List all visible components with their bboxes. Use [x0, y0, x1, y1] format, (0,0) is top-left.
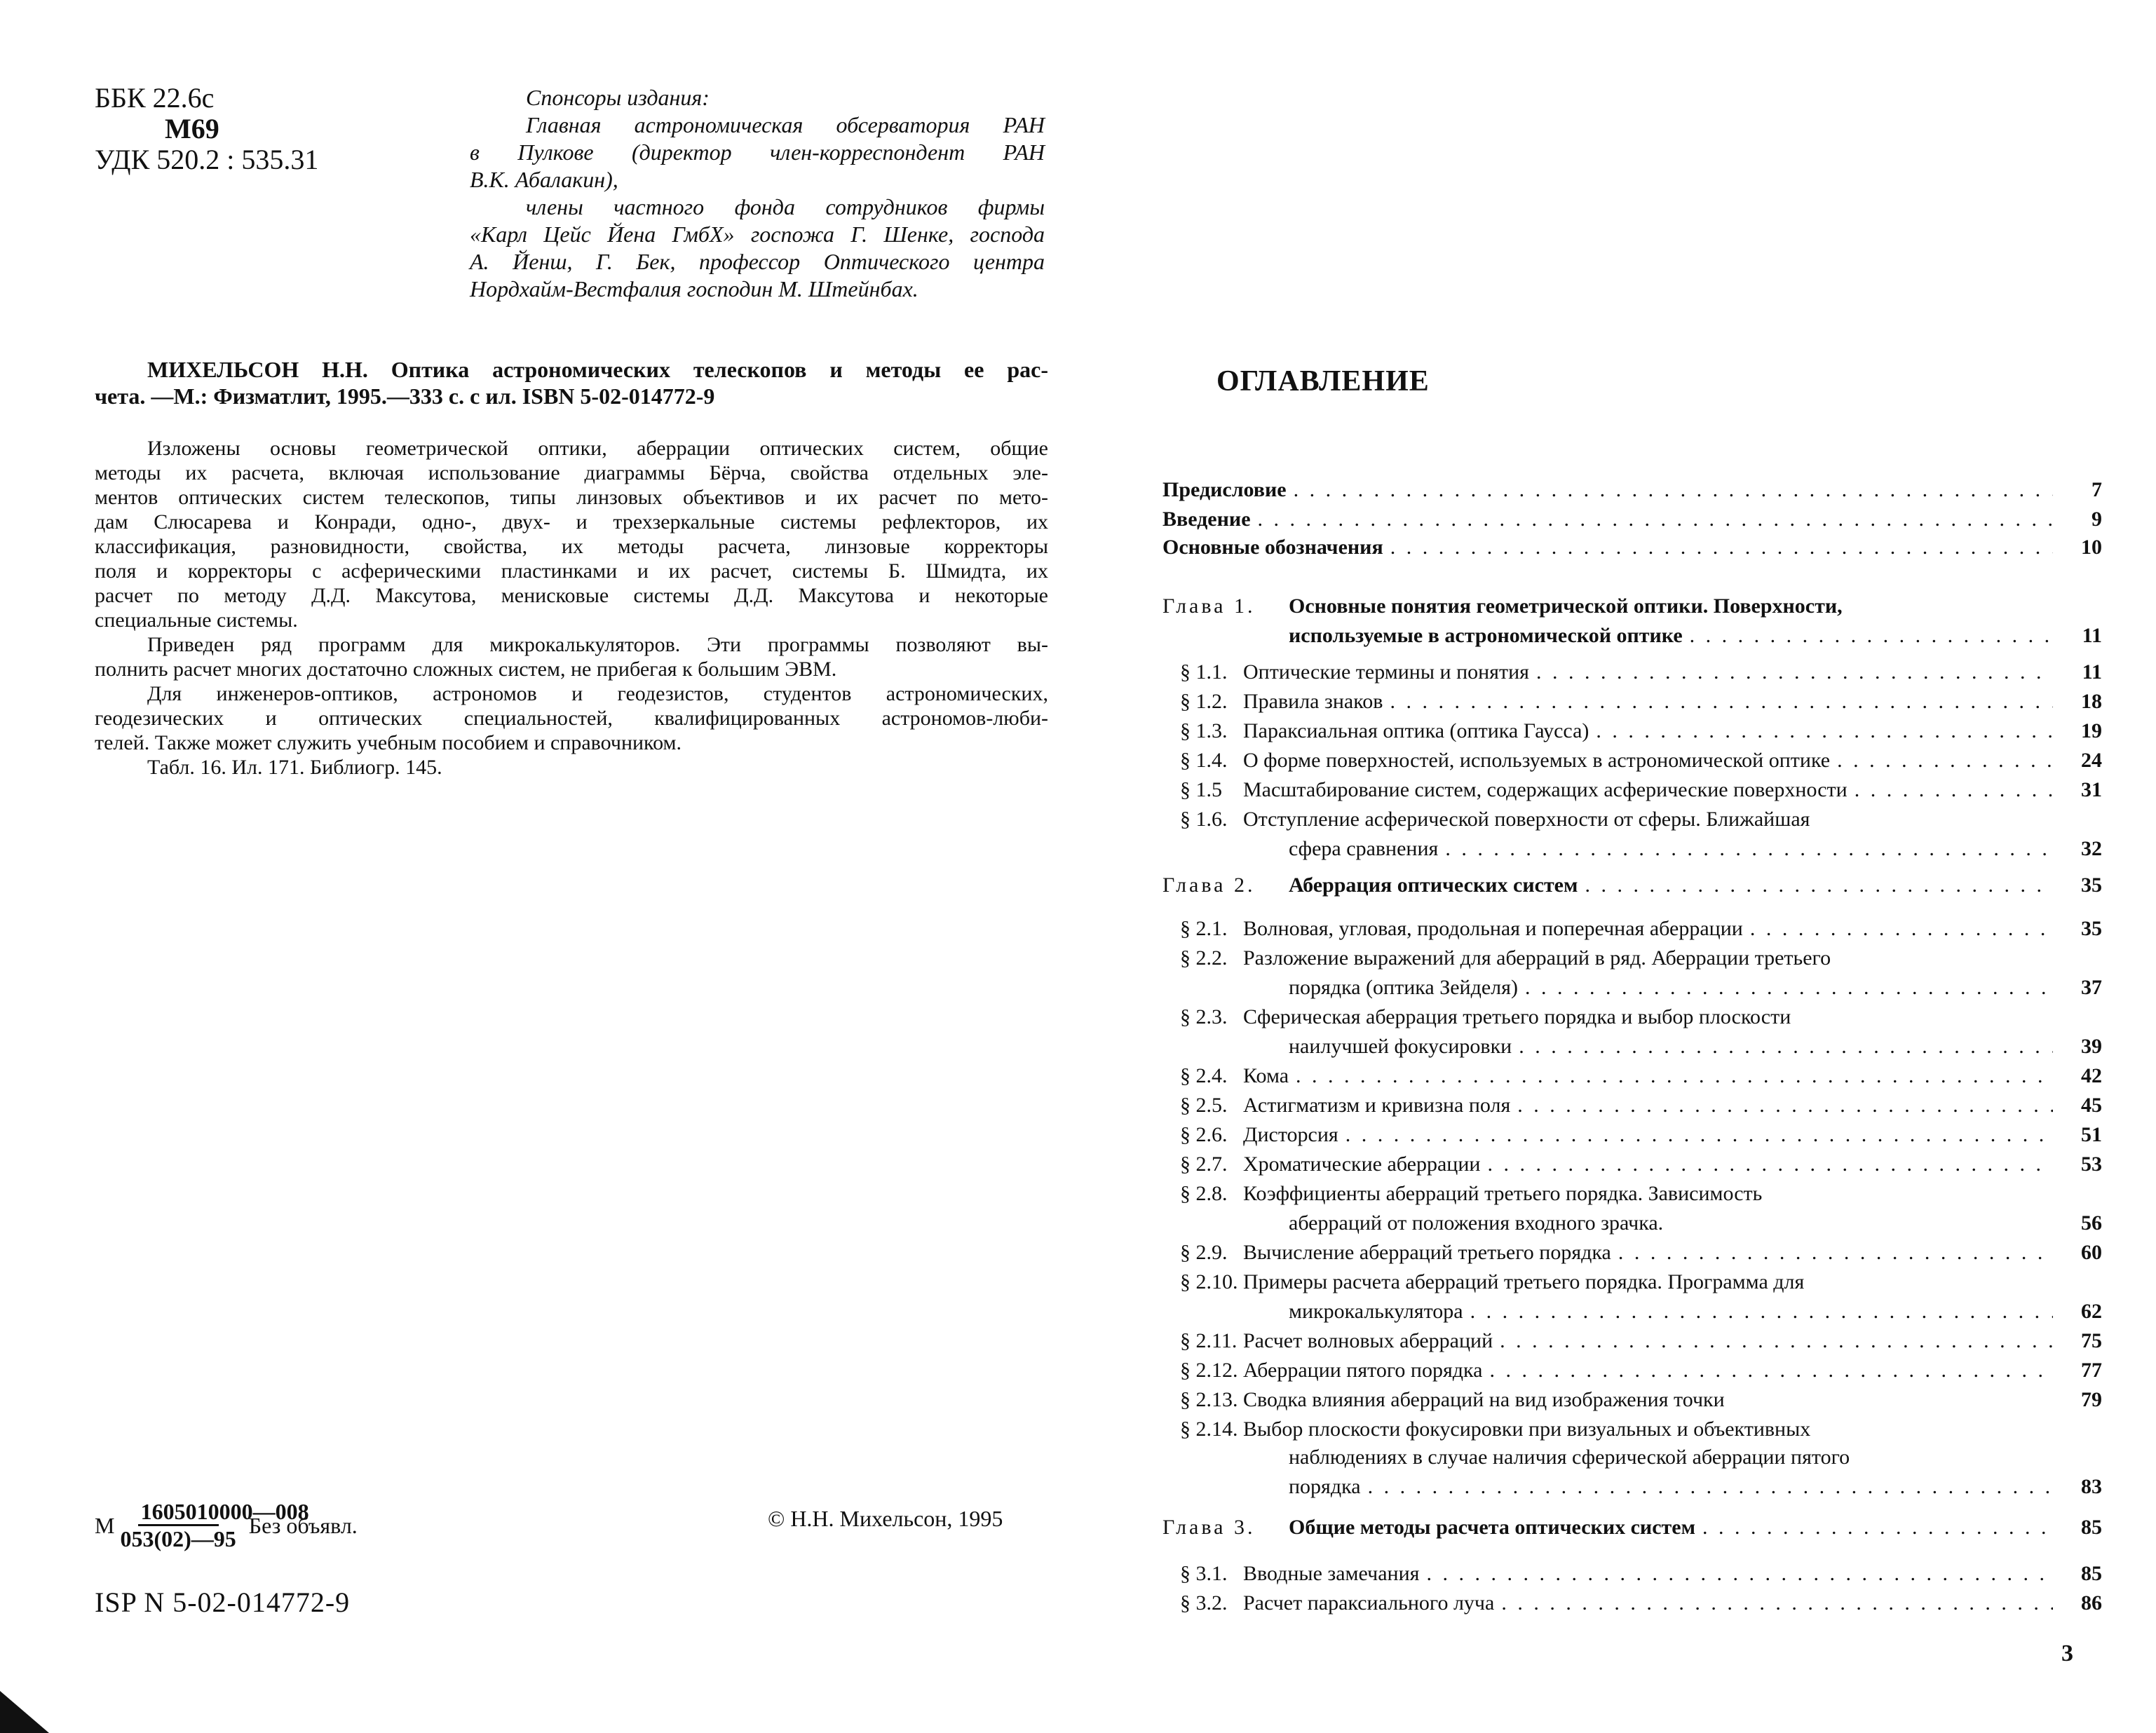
price-suffix: Без объявл. [248, 1512, 358, 1538]
toc-leader [1470, 1298, 2053, 1325]
udk-code: УДК 520.2 : 535.31 [95, 144, 319, 175]
toc-entry-label: Введение [1162, 508, 1251, 531]
toc-leader [1519, 1033, 2053, 1060]
abstract-line: ментов оптических систем телескопов, типы линзовых объективов и их расчет по мето- [95, 486, 1048, 509]
toc-page-number: 85 [2081, 1562, 2102, 1585]
chapter-title: Аберрация оптических систем [1289, 874, 1578, 897]
section-title: Отступление асферической поверхности от сферы. Ближайшая [1243, 808, 1810, 831]
toc-section [1162, 1387, 2102, 1413]
toc-leader [1618, 1239, 2053, 1266]
section-number: § 2.10. [1180, 1270, 1238, 1293]
section-number: § 2.3. [1180, 1005, 1228, 1028]
chapter-title-cont: используемые в астрономической оптике [1289, 624, 1683, 647]
section-number: § 2.12. [1180, 1359, 1238, 1382]
section-title: Коэффициенты аберраций третьего порядка. Зависимость [1243, 1182, 1763, 1205]
toc-page-number: 24 [2081, 749, 2102, 772]
toc-leader [1294, 477, 2053, 503]
section-title-cont: микрокалькулятора [1289, 1300, 1463, 1323]
section-title: Хроматические аберрации [1243, 1153, 1481, 1176]
section-title: Вводные замечания [1243, 1562, 1420, 1585]
toc-section [1162, 1004, 2102, 1031]
toc-section [1162, 688, 2102, 715]
toc-leader [1390, 688, 2053, 715]
toc-section [1162, 1092, 2102, 1119]
toc-leader [1585, 872, 2053, 899]
abstract-line: классификация, разновидности, свойства, их методы расчета, линзовые корректоры [95, 535, 1048, 558]
toc-section-cont [1162, 1033, 2102, 1060]
abstract-line: Приведен ряд программ для микрокалькуляторов. Эти программы позволяют вы- [147, 633, 1048, 656]
section-number: § 2.11. [1180, 1329, 1238, 1352]
toc-page-number: 10 [2081, 536, 2102, 559]
section-title-cont: наилучшей фокусировки [1289, 1035, 1512, 1058]
toc-page-number: 9 [2091, 508, 2102, 531]
toc-leader [1445, 836, 2053, 862]
toc-section [1162, 777, 2102, 803]
toc-section [1162, 1122, 2102, 1148]
price-numerator: 1605010000—008 [138, 1499, 219, 1526]
sponsors-line: члены частного фонда сотрудников фирмы [526, 194, 1045, 219]
section-title: О форме поверхностей, используемых в астрономической оптике [1243, 749, 1831, 772]
sponsors-line: в Пулкове (директор член-корреспондент РАН [470, 140, 1045, 165]
biblio-line: чета. —М.: Физматлит, 1995.—333 с. с ил. ISBN 5-02-014772-9 [95, 383, 715, 409]
toc-section [1162, 1269, 2102, 1296]
section-number: § 2.2. [1180, 946, 1228, 970]
section-number: § 2.8. [1180, 1182, 1228, 1205]
toc-section [1162, 1416, 2102, 1443]
toc-section [1162, 1590, 2102, 1617]
toc-page-number: 35 [2081, 917, 2102, 940]
page-number: 3 [2061, 1640, 2073, 1666]
toc-page-number: 75 [2081, 1329, 2102, 1352]
toc-leader [1750, 916, 2053, 942]
toc-page-number: 53 [2081, 1153, 2102, 1176]
toc-leader [1596, 718, 2053, 745]
section-number: § 2.7. [1180, 1153, 1228, 1176]
toc-section-cont [1162, 1298, 2102, 1325]
sponsors-line: Нордхайм-Вестфалия господин М. Штейнбах. [470, 276, 918, 301]
toc-entry [1162, 534, 2102, 561]
toc-chapter [1162, 593, 2102, 620]
section-title: Выбор плоскости фокусировки при визуальных и объективных [1243, 1418, 1811, 1441]
section-number: § 3.2. [1180, 1591, 1228, 1615]
section-title: Аберрации пятого порядка [1243, 1359, 1483, 1382]
section-title: Расчет параксиального луча [1243, 1591, 1495, 1615]
toc-entry [1162, 477, 2102, 503]
section-number: § 2.4. [1180, 1064, 1228, 1087]
price-denominator: 053(02)—95 [120, 1526, 236, 1551]
toc-section [1162, 1239, 2102, 1266]
toc-leader [1500, 1328, 2053, 1354]
toc-chapter [1162, 872, 2102, 899]
chapter-number: Глава 1. [1162, 594, 1256, 618]
bibliographic-record [95, 356, 1048, 409]
abstract-line: поля и корректоры с асферическими пластинками и их расчет, системы Б. Шмидта, их [95, 559, 1048, 583]
toc-section [1162, 1328, 2102, 1354]
toc-title: ОГЛАВЛЕНИЕ [1216, 365, 1430, 397]
section-number: § 3.1. [1180, 1562, 1228, 1585]
abstract-line: полнить расчет многих достаточно сложных систем, не прибегая к большим ЭВМ. [95, 658, 837, 681]
section-number: § 2.13. [1180, 1388, 1238, 1411]
price-prefix: М [95, 1512, 115, 1538]
abstract-line: Изложены основы геометрической оптики, аберрации оптических систем, общие [147, 437, 1048, 460]
section-title: Волновая, угловая, продольная и поперечная аберрации [1243, 917, 1743, 940]
toc-section [1162, 747, 2102, 774]
section-number: § 1.5 [1180, 778, 1222, 801]
toc-section-cont [1162, 1210, 2102, 1237]
toc-section [1162, 806, 2102, 833]
toc-leader [1426, 1561, 2053, 1587]
section-title-cont: аберраций от положения входного зрачка. [1289, 1211, 1664, 1235]
toc-leader [1489, 1357, 2053, 1384]
sponsors-line: В.К. Абалакин), [470, 167, 618, 192]
toc-page-number: 11 [2082, 624, 2102, 647]
abstract-line: специальные системы. [95, 609, 298, 632]
toc-section-cont [1162, 1444, 2102, 1471]
toc-chapter [1162, 1514, 2102, 1541]
section-number: § 2.1. [1180, 917, 1228, 940]
section-number: § 1.2. [1180, 690, 1228, 713]
section-title-cont: порядка [1289, 1475, 1361, 1498]
abstract-line: Табл. 16. Ил. 171. Библиогр. 145. [147, 756, 442, 779]
toc-page-number: 79 [2081, 1388, 2102, 1411]
sponsors-line: А. Йенш, Г. Бек, профессор Оптического центра [470, 249, 1045, 274]
toc-page-number: 42 [2081, 1064, 2102, 1087]
sponsors-line: «Карл Цейс Йена ГмбХ» госпожа Г. Шенке, господа [470, 222, 1045, 247]
toc-leader [1345, 1122, 2053, 1148]
section-title: Кома [1243, 1064, 1289, 1087]
chapter-title: Общие методы расчета оптических систем [1289, 1516, 1696, 1539]
toc-leader [1517, 1092, 2053, 1119]
isbn: ISP N 5-02-014772-9 [95, 1586, 351, 1618]
section-title-cont: порядка (оптика Зейделя) [1289, 976, 1518, 999]
section-title: Сводка влияния аберраций на вид изображения точки [1243, 1388, 1725, 1411]
abstract-line: телей. Также может служить учебным пособием и справочником. [95, 731, 682, 754]
toc-leader [1487, 1151, 2053, 1178]
toc-leader [1837, 747, 2053, 774]
author-mark: М69 [165, 113, 219, 144]
toc-leader [1525, 974, 2053, 1001]
toc-page-number: 7 [2091, 478, 2102, 501]
bbk-code: ББК 22.6с [95, 82, 215, 114]
toc-entry-label: Предисловие [1162, 478, 1287, 501]
chapter-number: Глава 2. [1162, 874, 1256, 897]
toc-page-number: 37 [2081, 976, 2102, 999]
toc-section-cont [1162, 836, 2102, 862]
section-number: § 1.4. [1180, 749, 1228, 772]
toc-page-number: 77 [2081, 1359, 2102, 1382]
toc-leader [1296, 1063, 2053, 1089]
toc-leader [1501, 1590, 2053, 1617]
sponsors-block [470, 84, 1045, 303]
sponsors-line: Спонсоры издания: [526, 85, 710, 110]
abstract-block [95, 436, 1048, 780]
toc-section [1162, 1357, 2102, 1384]
section-number: § 2.9. [1180, 1241, 1228, 1264]
abstract-line: Для инженеров-оптиков, астрономов и геодезистов, студентов астрономических, [147, 682, 1048, 705]
section-number: § 2.6. [1180, 1123, 1228, 1146]
toc-page-number: 45 [2081, 1094, 2102, 1117]
section-title: Разложение выражений для аберраций в ряд. Аберрации третьего [1243, 946, 1831, 970]
section-title: Астигматизм и кривизна поля [1243, 1094, 1511, 1117]
abstract-line: расчет по методу Д.Д. Максутова, менисковые системы Д.Д. Максутова и некоторые [95, 584, 1048, 607]
section-title: Дисторсия [1243, 1123, 1338, 1146]
toc-section [1162, 945, 2102, 972]
toc-leader [1258, 506, 2053, 533]
section-title: Примеры расчета аберраций третьего порядка. Программа для [1243, 1270, 1805, 1293]
toc-section [1162, 1561, 2102, 1587]
right-page [1080, 0, 2156, 1733]
abstract-line: дам Слюсарева и Конради, одно-, двух- и трехзеркальные системы рефлекторов, их [95, 510, 1048, 534]
toc-entry-label: Основные обозначения [1162, 536, 1383, 559]
section-number: § 2.5. [1180, 1094, 1228, 1117]
toc-page-number: 35 [2081, 874, 2102, 897]
section-number: § 1.6. [1180, 808, 1228, 831]
toc-page-number: 39 [2081, 1035, 2102, 1058]
toc-leader [1368, 1474, 2053, 1500]
sponsors-line: Главная астрономическая обсерватория РАН [526, 112, 1045, 137]
chapter-title: Основные понятия геометрической оптики. Поверхности, [1289, 594, 1843, 618]
toc-page-number: 32 [2081, 837, 2102, 860]
toc-page-number: 60 [2081, 1241, 2102, 1264]
section-title: Параксиальная оптика (оптика Гаусса) [1243, 719, 1589, 742]
section-title: Сферическая аберрация третьего порядка и выбор плоскости [1243, 1005, 1791, 1028]
toc-page-number: 56 [2081, 1211, 2102, 1235]
toc-leader [1536, 659, 2053, 686]
section-title: Правила знаков [1243, 690, 1383, 713]
toc-page-number: 85 [2081, 1516, 2102, 1539]
toc-page-number: 31 [2081, 778, 2102, 801]
page-corner-mark [0, 1691, 49, 1733]
classification-block [95, 83, 318, 175]
price-code [95, 1499, 358, 1551]
section-title-cont: наблюдениях в случае наличия сферической аберрации пятого [1289, 1446, 1850, 1469]
toc-page-number: 62 [2081, 1300, 2102, 1323]
section-number: § 1.1. [1180, 660, 1228, 684]
section-title: Вычисление аберраций третьего порядка [1243, 1241, 1611, 1264]
toc-leader [1690, 623, 2053, 649]
section-number: § 1.3. [1180, 719, 1228, 742]
chapter-number: Глава 3. [1162, 1516, 1256, 1539]
toc-page-number: 83 [2081, 1475, 2102, 1498]
toc-section-cont [1162, 974, 2102, 1001]
abstract-line: методы их расчета, включая использование диаграммы Бёрча, свойства отдельных эле- [95, 461, 1048, 484]
toc-section [1162, 1063, 2102, 1089]
toc-leader [1855, 777, 2053, 803]
toc-section [1162, 1181, 2102, 1207]
toc-page-number: 86 [2081, 1591, 2102, 1615]
abstract-line: геодезических и оптических специальностей, квалифицированных астрономов-люби- [95, 707, 1048, 730]
toc-section-cont [1162, 1474, 2102, 1500]
section-number: § 2.14. [1180, 1418, 1238, 1441]
toc-page-number: 11 [2082, 660, 2102, 684]
section-title: Расчет волновых аберраций [1243, 1329, 1493, 1352]
toc-page-number: 19 [2081, 719, 2102, 742]
section-title: Оптические термины и понятия [1243, 660, 1529, 684]
toc-section [1162, 1151, 2102, 1178]
toc-chapter-cont [1162, 623, 2102, 649]
toc-page-number: 18 [2081, 690, 2102, 713]
section-title: Масштабирование систем, содержащих асферические поверхности [1243, 778, 1847, 801]
toc-section [1162, 659, 2102, 686]
toc-entry [1162, 506, 2102, 533]
section-title-cont: сфера сравнения [1289, 837, 1439, 860]
toc-leader [1702, 1514, 2053, 1541]
biblio-line: МИХЕЛЬСОН Н.Н. Оптика астрономических телескопов и методы ее рас- [147, 357, 1048, 382]
toc-section [1162, 916, 2102, 942]
copyright: © Н.Н. Михельсон, 1995 [768, 1506, 1003, 1531]
toc-leader [1390, 534, 2053, 561]
toc-page-number: 51 [2081, 1123, 2102, 1146]
toc-section [1162, 718, 2102, 745]
